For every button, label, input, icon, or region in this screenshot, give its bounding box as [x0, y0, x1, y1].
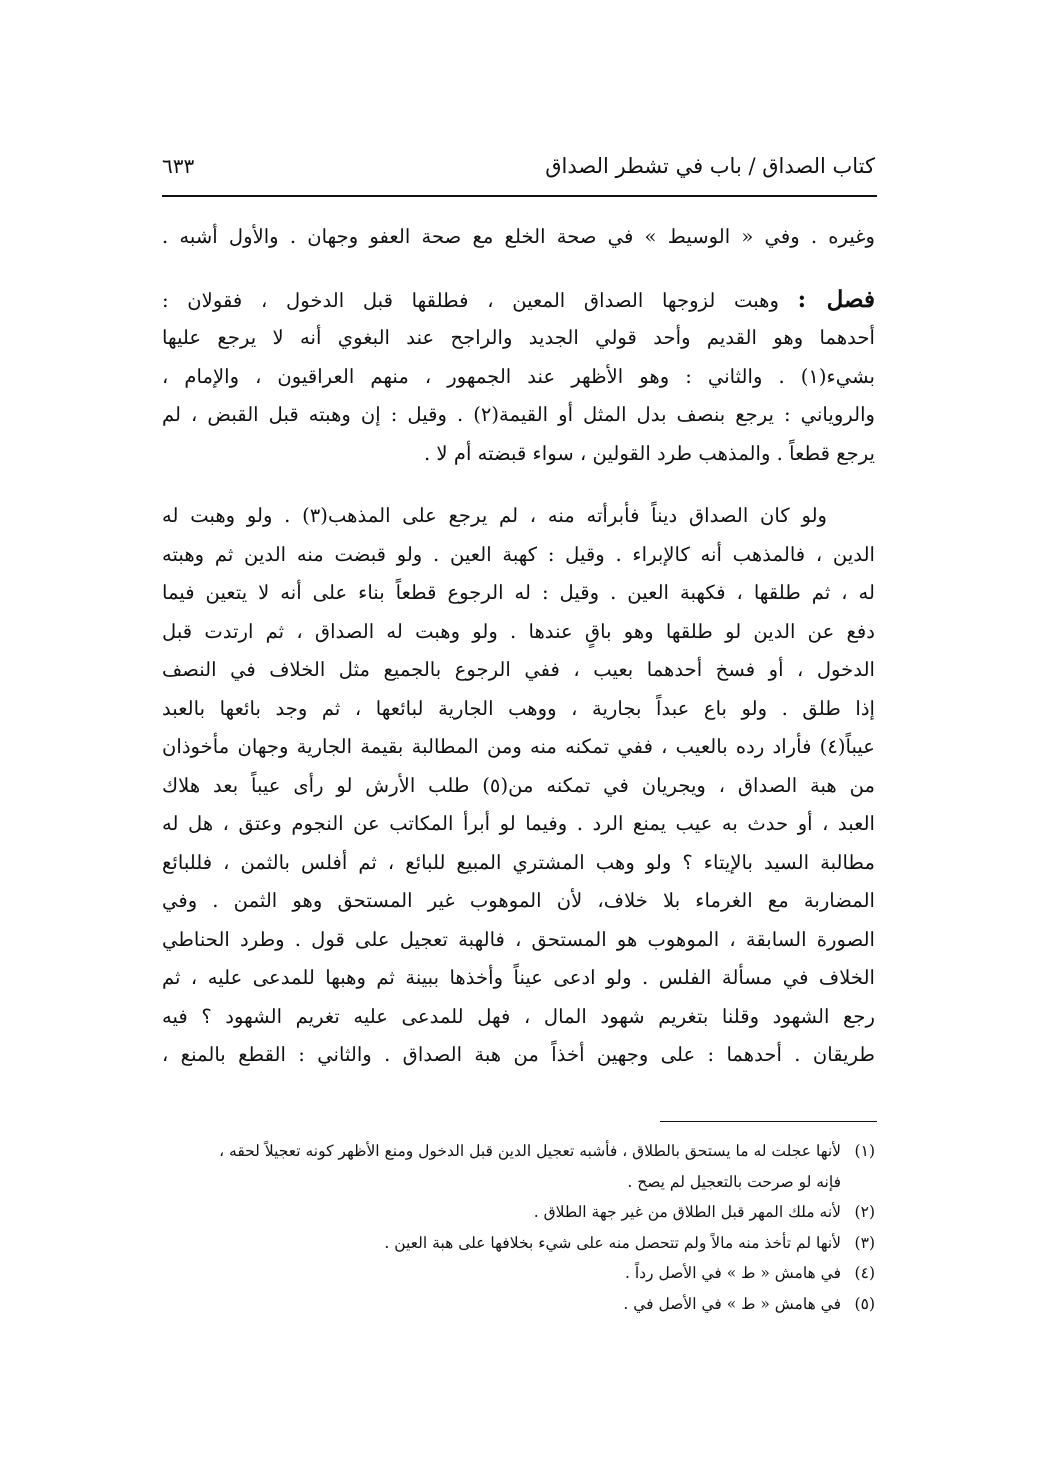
footnote-text: لأنها عجلت له ما يستحق بالطلاق ، فأشبه تعجيل الدين قبل الدخول ومنع الأظهر كونه تعجيلاً لحقه ، — [219, 1142, 841, 1160]
text-line: يرجع قطعاً . والمذهب طرد القولين ، سواء قبضته أم لا . — [423, 441, 875, 465]
text-line: العبد ، أو حدث به عيب يمنع الرد . وفيما لو أبرأ المكاتب عن النجوم وعتق ، هل له — [162, 812, 875, 835]
text-line: ولو كان الصداق ديناً فأبرأته منه ، لم يرجع على المذهب(٣) . ولو وهبت له — [162, 504, 828, 527]
footnotes — [162, 1136, 875, 1319]
text-line — [162, 281, 875, 320]
text-line: من هبة الصداق ، ويجريان في تمكنه من(٥) طلب الأرش لو رأى عيباً بعد هلاك — [162, 773, 875, 797]
text-line: الخلاف في مسألة الفلس . ولو ادعى عيناً وأخذها ببينة ثم وهبها للمدعى عليه ، ثم — [162, 966, 875, 989]
main-text — [162, 218, 875, 1075]
footnote — [162, 1289, 875, 1320]
footnote — [162, 1258, 875, 1289]
footnote-continuation: فإنه لو صرحت بالتعجيل لم يصح . — [627, 1172, 841, 1191]
text-line: طريقان . أحدهما : على وجهين أخذاً من هبة الصداق . والثاني : القطع بالمنع ، — [162, 1043, 875, 1066]
text-span: وهبت لزوجها الصداق المعين ، فطلقها قبل الدخول ، فقولان : — [162, 288, 779, 312]
text-line: له ، ثم طلقها ، فكهبة العين . وقيل : له الرجوع قطعاً بناء على أنه لا يتعين فيما — [162, 581, 875, 604]
footnote-number: (٢) — [854, 1203, 875, 1221]
footnote-rule — [660, 1121, 877, 1122]
header-title: كتاب الصداق / باب في تشطر الصداق — [545, 154, 875, 178]
text-line: دفع عن الدين لو طلقها وهو باقٍ عندها . ولو وهبت له الصداق ، ثم ارتدت قبل — [162, 619, 875, 643]
text-line: أحدهما وهو القديم وأحد قولي الجديد والراجح عند البغوي أنه لا يرجع عليها — [162, 326, 875, 349]
page-number: ٦٣٣ — [162, 154, 195, 178]
text-line: وغيره . وفي « الوسيط » في صحة الخلع مع صحة العفو وجهان . والأول أشبه . — [162, 225, 875, 248]
text-line: بشيء(١) . والثاني : وهو الأظهر عند الجمهور ، منهم العراقيون ، والإمام ، — [162, 364, 875, 388]
footnote-number: (٥) — [854, 1294, 875, 1313]
section-label: فصل : — [797, 285, 875, 313]
footnote-text: لأنه ملك المهر قبل الطلاق من غير جهة الطلاق . — [533, 1203, 841, 1221]
footnote-text: لأنها لم تأخذ منه مالاً ولم تتحصل منه على شيء بخلافها على هبة العين . — [384, 1233, 841, 1252]
text-line: الدخول ، أو فسخ أحدهما بعيب ، ففي الرجوع بالجميع مثل الخلاف في النصف — [162, 658, 875, 681]
text-line: رجع الشهود وقلنا بتغريم شهود المال ، فهل للمدعى عليه تغريم الشهود ؟ فيه — [162, 1004, 875, 1028]
text-line: الصورة السابقة ، الموهوب هو المستحق ، فالهبة تعجيل على قول . وطرد الحناطي — [162, 927, 875, 951]
header-rule — [162, 195, 877, 197]
text-line: عيباً(٤) فأراد رده بالعيب ، ففي تمكنه منه ومن المطالبة بقيمة الجارية وجهان مأخوذان — [162, 735, 875, 758]
footnote — [162, 1197, 875, 1228]
text-line: مطالبة السيد بالإيتاء ؟ ولو وهب المشتري المبيع للبائع ، ثم أفلس بالثمن ، فللبائع — [162, 850, 875, 874]
footnote-number: (٣) — [854, 1233, 875, 1252]
text-line: الدين ، فالمذهب أنه كالإبراء . وقيل : كهبة العين . ولو قبضت منه الدين ثم وهبته — [162, 542, 875, 566]
footnote — [162, 1228, 875, 1259]
footnote-text: في هامش « ط » في الأصل رداً . — [624, 1264, 841, 1282]
text-line: المضاربة مع الغرماء بلا خلاف، لأن الموهوب غير المستحق وهو الثمن . وفي — [162, 889, 875, 912]
footnote-number: (٤) — [854, 1264, 875, 1282]
running-header — [162, 154, 875, 188]
text-line: إذا طلق . ولو باع عبداً بجارية ، ووهب الجارية لبائعها ، ثم وجد بائعها بالعبد — [162, 696, 875, 720]
text-line: والروياني : يرجع بنصف بدل المثل أو القيمة(٢) . وقيل : إن وهبته قبل القبض ، لم — [162, 403, 875, 426]
footnote — [162, 1136, 875, 1167]
footnote-number: (١) — [854, 1142, 875, 1160]
footnote-text: في هامش « ط » في الأصل في . — [623, 1294, 841, 1313]
